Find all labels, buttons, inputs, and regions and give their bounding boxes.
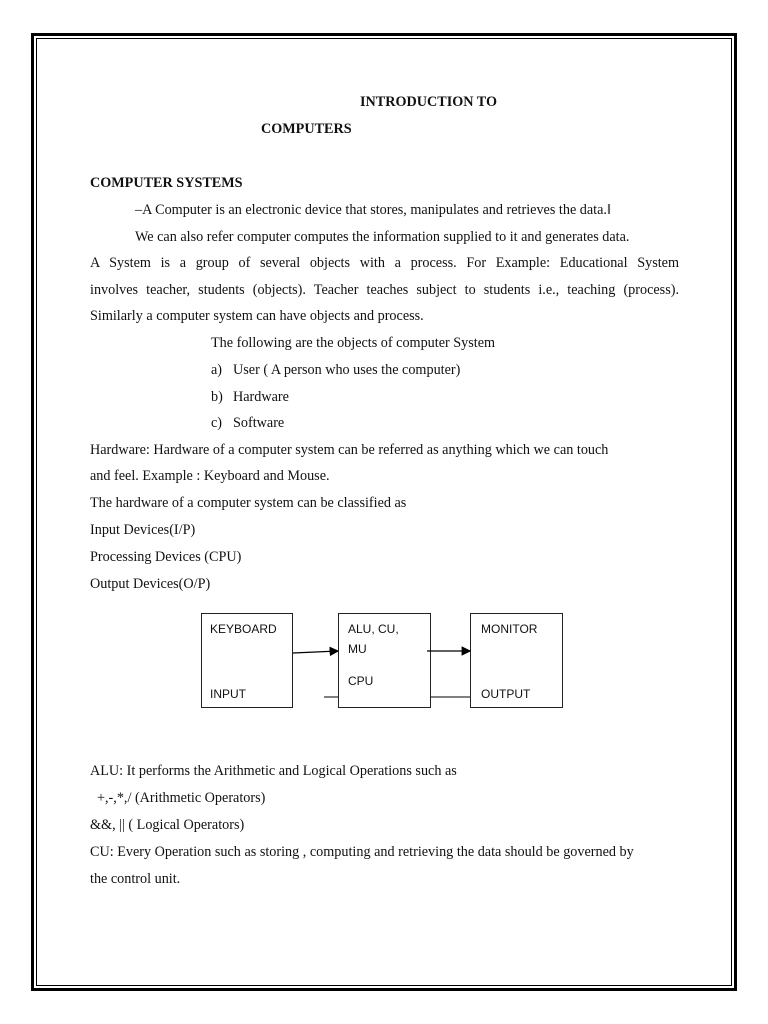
- alu-line-2: +,-,*,/ (Arithmetic Operators): [97, 790, 266, 806]
- hardware-line-2: and feel. Example : Keyboard and Mouse.: [90, 468, 330, 484]
- arrow-input-to-cpu: [293, 651, 338, 653]
- cu-line-2: the control unit.: [90, 871, 181, 887]
- alu-line-1: ALU: It performs the Arithmetic and Logical Operations such as: [90, 763, 457, 779]
- title-line-1: INTRODUCTION TO: [360, 94, 498, 110]
- hardware-line-6: Output Devices(O/P): [90, 576, 211, 592]
- hardware-line-5: Processing Devices (CPU): [90, 549, 242, 565]
- alu-cu-label: ALU, CU,: [348, 622, 399, 636]
- paragraph2-line-2: involves teacher, students (objects). Teacher teaches subject to students i.e., teaching (process).: [90, 282, 679, 298]
- section-heading: COMPUTER SYSTEMS: [90, 175, 243, 191]
- list-item-user: User ( A person who uses the computer): [233, 362, 461, 378]
- cu-line-1: CU: Every Operation such as storing , computing and retrieving the data should be governed by: [90, 844, 634, 860]
- paragraph1-line-2: We can also refer computer computes the information supplied to it and generates data.: [135, 229, 630, 245]
- paragraph2-line-1: A System is a group of several objects with a process. For Example: Educational System: [90, 255, 679, 271]
- list-item-software: Software: [233, 415, 285, 431]
- alu-line-3: &&, || ( Logical Operators): [90, 817, 245, 833]
- list-marker: a): [211, 362, 223, 378]
- mu-label: MU: [348, 642, 367, 656]
- paragraph1-line-1: –A Computer is an electronic device that stores, manipulates and retrieves the data.‖: [135, 202, 611, 218]
- list-marker: c): [211, 415, 223, 431]
- title-line-2: COMPUTERS: [261, 121, 352, 137]
- objects-intro: The following are the objects of computer System: [211, 335, 496, 351]
- cpu-label: CPU: [348, 674, 374, 688]
- keyboard-label: KEYBOARD: [210, 622, 277, 636]
- hardware-line-4: Input Devices(I/P): [90, 522, 196, 538]
- paragraph2-line-3: Similarly a computer system can have objects and process.: [90, 308, 424, 324]
- hardware-line-1: Hardware: Hardware of a computer system can be referred as anything which we can touch: [90, 442, 609, 458]
- hardware-line-3: The hardware of a computer system can be classified as: [90, 495, 407, 511]
- list-item-hardware: Hardware: [233, 389, 289, 405]
- list-marker: b): [211, 389, 223, 405]
- input-label: INPUT: [210, 687, 246, 701]
- monitor-label: MONITOR: [481, 622, 538, 636]
- output-label: OUTPUT: [481, 687, 531, 701]
